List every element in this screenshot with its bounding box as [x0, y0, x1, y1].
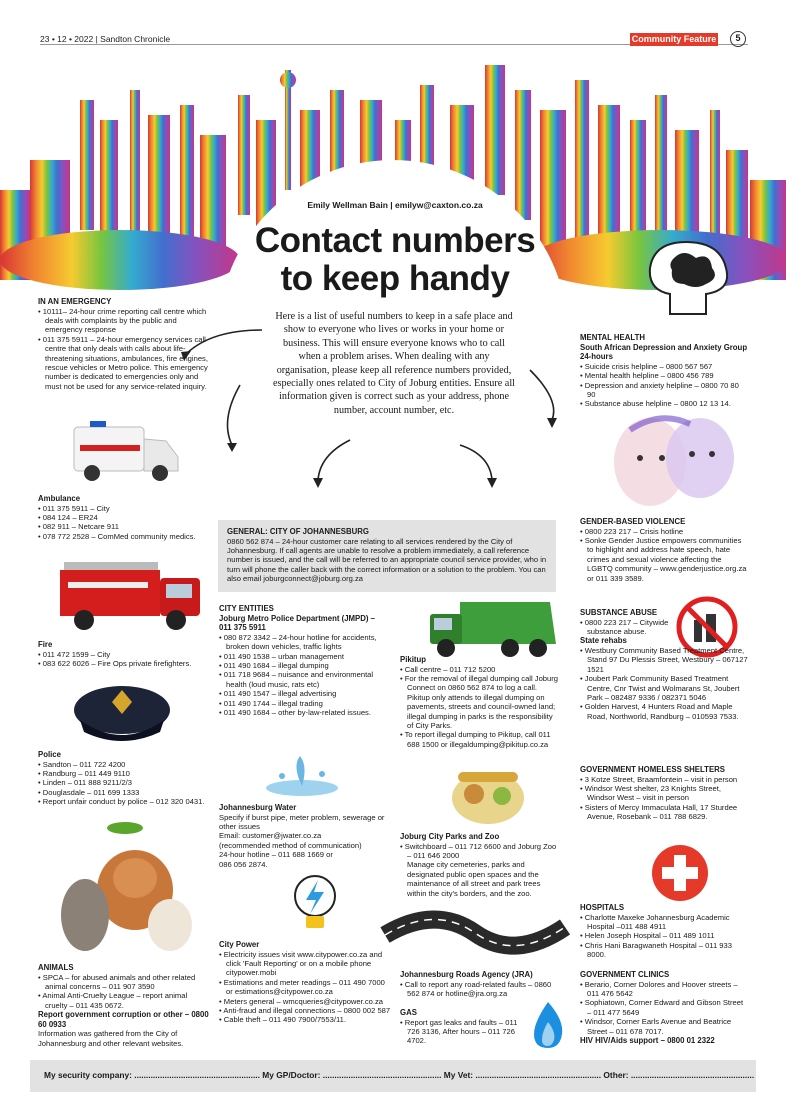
list-item: • 0800 223 217 – Citywide substance abuse. — [580, 617, 669, 636]
jra-section — [400, 970, 560, 998]
list-item: • 011 375 5911 – 24-hour emergency services call centre that only deals with calls about life-threatening situations, ambulances, fire engines, rescue vehicles or Metro police. This emergency number is dedicated to emergencies only and must not be used for any service-related inquiry. — [38, 334, 208, 391]
list-item: • 078 772 2528 – ComMed community medics. — [38, 531, 196, 541]
general-heading: GENERAL: CITY OF JOHANNESBURG — [227, 527, 369, 536]
list-item: • Estimations and meter readings – 011 490 7000 or estimations@citypower.co.za — [219, 977, 385, 997]
power-section — [219, 940, 391, 1025]
list-item: • 011 490 1684 – illegal dumping — [219, 661, 329, 670]
list-item: • Electricity issues visit www.citypower.co.za and click 'Fault Reporting' or on a mobile phone citypower.mobi — [219, 949, 383, 978]
list-item: • Sophiatown, Corner Edward and Gibson Street – 011 477 5649 — [580, 998, 744, 1017]
list-item: • Sisters of Mercy Immaculata Hall, 17 Sturdee Avenue, Rosebank – 011 788 6829. — [580, 802, 738, 822]
hiv-heading: HIV HIV/Aids support – 0800 01 2322 — [580, 1036, 715, 1046]
date-paper: 23 • 12 • 2022 | Sandton Chronicle — [40, 34, 171, 44]
list-item: • Sandton – 011 722 4200 — [38, 759, 126, 769]
water-heading: Johannesburg Water — [219, 803, 297, 812]
substance-section — [580, 608, 748, 721]
list-item: • 082 911 – Netcare 911 — [38, 522, 119, 532]
list-item: • 10111– 24-hour crime reporting call centre which deals with complaints by the public and emergency response — [38, 306, 207, 335]
list-item: • 011 472 1599 – City — [38, 649, 111, 659]
parks-text: Manage city cemeteries, parks and designated public open spaces and the maintenance of all street and park trees within the city's borders, and the zoo. — [407, 860, 541, 898]
page-number: 5 — [730, 31, 746, 47]
other-field[interactable]: Other: ..................................................... — [603, 1070, 755, 1080]
fire-heading: Fire — [38, 640, 53, 649]
shelters-section — [580, 765, 748, 822]
police-cap-icon — [72, 680, 172, 750]
clinics-heading: GOVERNMENT CLINICS — [580, 970, 670, 979]
byline: Emily Wellman Bain | emilyw@caxton.co.za — [307, 200, 483, 210]
intro-text: Here is a list of useful numbers to keep in a safe place and show to everyone who lives or works in your home or business. This will ensure everyone knows who to call when a problem arises. When dealing with any organisation, please keep all reference numbers provided, especially ones related to City of Joburg entities. Ensure all information given is correct such as your address, phone number, account number, etc. — [273, 311, 515, 416]
list-item: • SPCA – for abused animals and other related animal concerns – 011 907 3590 — [38, 972, 196, 991]
list-item: • Call centre – 011 712 5200 — [400, 664, 496, 674]
security-field[interactable]: My security company: ...................................................... — [44, 1070, 260, 1080]
list-item: • 011 718 9684 – nuisance and environmental health (loud music, rats etc) — [219, 670, 374, 689]
city-entities-heading: CITY ENTITIES — [219, 604, 274, 613]
gas-flame-icon — [528, 1000, 568, 1050]
gbv-heading: GENDER-BASED VIOLENCE — [580, 517, 686, 526]
list-item: • Windsor, Corner Earls Avenue and Beatrice Street – 011 678 7017. — [580, 1017, 732, 1036]
list-item: • 011 375 5911 – City — [38, 503, 110, 513]
police-heading: Police — [38, 750, 61, 759]
title-line-2: to keep handy — [280, 259, 510, 298]
section-badge: Community Feature — [631, 34, 717, 44]
source-note: Information was gathered from the City of Johannesburg and other relevant websites. — [38, 1029, 184, 1048]
road-icon — [385, 905, 565, 965]
list-item: • 011 490 1538 – urban management — [219, 651, 344, 661]
rehab-heading: State rehabs — [580, 636, 627, 646]
list-item: • Westbury Community Based Treatment Centre, Stand 97 Du Plessis Street, Westbury – 067127 1521 — [580, 646, 748, 674]
parks-heading: Joburg City Parks and Zoo — [400, 832, 500, 841]
list-item: • Berario, Corner Dolores and Hoover streets – 011 476 5642 — [580, 979, 738, 998]
list-item: • Anti-fraud and illegal connections – 0800 002 587 — [219, 1006, 391, 1016]
footer-fill-in-bar — [30, 1060, 756, 1092]
list-item: • 011 490 1684 – other by-law-related issues. — [219, 708, 371, 718]
emergency-section — [38, 297, 210, 391]
gas-section — [400, 1008, 525, 1046]
ambulance-heading: Ambulance — [38, 494, 81, 503]
list-item: • 084 124 – ER24 — [38, 513, 98, 522]
hospitals-heading: HOSPITALS — [580, 903, 625, 912]
ambulance-icon — [70, 415, 180, 485]
zoo-icon — [448, 768, 528, 828]
ambulance-section — [38, 494, 208, 541]
mental-subheading: South African Depression and Anxiety Group 24-hours — [580, 342, 748, 362]
list-item: • Chris Hani Baragwaneth Hospital – 011 933 8000. — [580, 940, 732, 960]
power-heading: City Power — [219, 940, 260, 949]
list-item: • Switchboard – 011 712 6600 and Joburg Zoo – 011 646 2000 — [400, 841, 557, 860]
list-item: • Charlotte Maxeke Johannesburg Academic Hospital –011 488 4911 — [580, 912, 730, 931]
water-splash-icon — [262, 752, 342, 802]
list-item: • To report illegal dumping to Pikitup, call 011 688 1500 or illegaldumping@pikitup.co.za — [400, 730, 551, 749]
gas-heading: GAS — [400, 1008, 417, 1017]
list-item: • Animal Anti-Cruelty League – report animal cruelty – 011 435 0672. — [38, 991, 188, 1010]
list-item: • Mental health helpline – 0800 456 789 — [580, 371, 714, 381]
mental-heading: MENTAL HEALTH — [580, 333, 645, 342]
general-text: 0860 562 874 – 24-hour customer care relating to all services rendered by the City of Johannesburg. If call agents are unable to resolve a problem immediately, a call reference number is issued, and the call will be referred to an appropriate council service provider, who in turn will phone the caller back with the correct information or a solution to the problem. You can also email joburgconnect@joburg.org.za — [227, 536, 547, 584]
mental-health-section — [580, 333, 748, 409]
shelters-heading: GOVERNMENT HOMELESS SHELTERS — [580, 765, 725, 774]
jmpd-heading: Joburg Metro Police Department (JMPD) – 011 375 5911 — [219, 613, 375, 633]
list-item: • Cable theft – 011 490 7900/7553/11. — [219, 1015, 346, 1025]
light-bulb-icon — [290, 872, 340, 936]
garbage-truck-icon — [430, 592, 560, 662]
title-line-1: Contact numbers — [254, 221, 536, 260]
list-item: • Report unfair conduct by police – 012 320 0431. — [38, 797, 205, 807]
general-panel — [218, 520, 556, 592]
list-item: • 0800 223 217 – Crisis hotline — [580, 526, 684, 536]
pets-icon — [55, 820, 195, 960]
list-item: • Joubert Park Community Based Treatment Centre, Cnr Twist and Wolmarans St, Joubert Park – 082487 9336 / 082371 5046 — [580, 674, 740, 703]
emergency-heading: IN AN EMERGENCY — [38, 297, 112, 306]
list-item: • 011 490 1744 – illegal trading — [219, 698, 323, 708]
list-item: • Randburg – 011 449 9110 — [38, 769, 130, 778]
hospitals-section — [580, 903, 748, 960]
water-text: Specify if burst pipe, meter problem, sewerage or other issues Email: customer@jwater.co.za (recommended method of communication) 24-hour hotline – 011 688 1669 or 086 056 2874. — [219, 812, 385, 869]
pikitup-section — [400, 655, 560, 749]
water-section — [219, 803, 389, 869]
jra-heading: Johannesburg Roads Agency (JRA) — [400, 970, 533, 979]
list-item: • 083 622 6026 – Fire Ops private firefighters. — [38, 659, 192, 668]
list-item: • Meters general – wmcqueries@citypower.co.za — [219, 996, 384, 1006]
animals-section — [38, 963, 210, 1048]
brain-icon — [640, 238, 740, 318]
list-item: • 011 490 1547 – illegal advertising — [219, 689, 337, 699]
list-item: • Report gas leaks and faults – 011 726 3136, After hours – 011 726 4702. — [400, 1017, 518, 1046]
corruption-heading: Report government corruption or other – 0800 60 0933 — [38, 1010, 209, 1029]
list-item: • Helen Joseph Hospital – 011 489 1011 — [580, 931, 715, 941]
substance-heading: SUBSTANCE ABUSE — [580, 608, 658, 617]
list-item: • Linden – 011 888 9211/2/3 — [38, 778, 133, 788]
clinics-section — [580, 970, 748, 1046]
face-portrait-icon — [600, 410, 740, 510]
fire-section — [38, 640, 208, 668]
list-item: • Substance abuse helpline – 0800 12 13 14. — [580, 399, 731, 409]
list-item: • Suicide crisis helpline – 0800 567 567 — [580, 361, 713, 371]
list-item: • Depression and anxiety helpline – 0800 70 80 90 — [580, 380, 739, 399]
list-item: • Sonke Gender Justice empowers communities to highlight and address hate speech, hate crimes and sexual violence affecting the LGBTQ community – www.genderjustice.org.za or 011 339 3589. — [580, 536, 747, 583]
animals-heading: ANIMALS — [38, 963, 74, 972]
city-entities-section — [219, 604, 389, 717]
vet-field[interactable]: My Vet: ...................................................... — [443, 1070, 602, 1080]
list-item: • 3 Kotze Street, Braamfontein – visit in person — [580, 774, 738, 784]
parks-section — [400, 832, 560, 898]
fire-truck-icon — [58, 556, 208, 636]
list-item: • Windsor West shelter, 23 Knights Street, Windsor West – visit in person — [580, 784, 721, 803]
hospital-cross-icon — [650, 843, 710, 903]
pikitup-heading: Pikitup — [400, 655, 426, 664]
gp-field[interactable]: My GP/Doctor: ................................................... — [262, 1070, 442, 1080]
list-item: • For the removal of illegal dumping call Joburg Connect on 0860 562 874 to log a call. Pikitup only attends to illegal dumping on pavements, streets and council-owned land; illegal dumping in parks is the responsibility of City Parks. — [400, 674, 558, 731]
list-item: • Call to report any road-related faults – 0860 562 874 or hotline@jra.org.za — [400, 979, 552, 998]
police-section — [38, 750, 208, 807]
gbv-section — [580, 517, 748, 583]
list-item: • Golden Harvest, 4 Hunters Road and Maple Road, Northworld, Randburg – 010593 7533. — [580, 702, 739, 721]
list-item: • 080 872 3342 – 24-hour hotline for accidents, broken down vehicles, traffic lights — [219, 632, 377, 652]
list-item: • Douglasdale – 011 699 1333 — [38, 787, 140, 797]
